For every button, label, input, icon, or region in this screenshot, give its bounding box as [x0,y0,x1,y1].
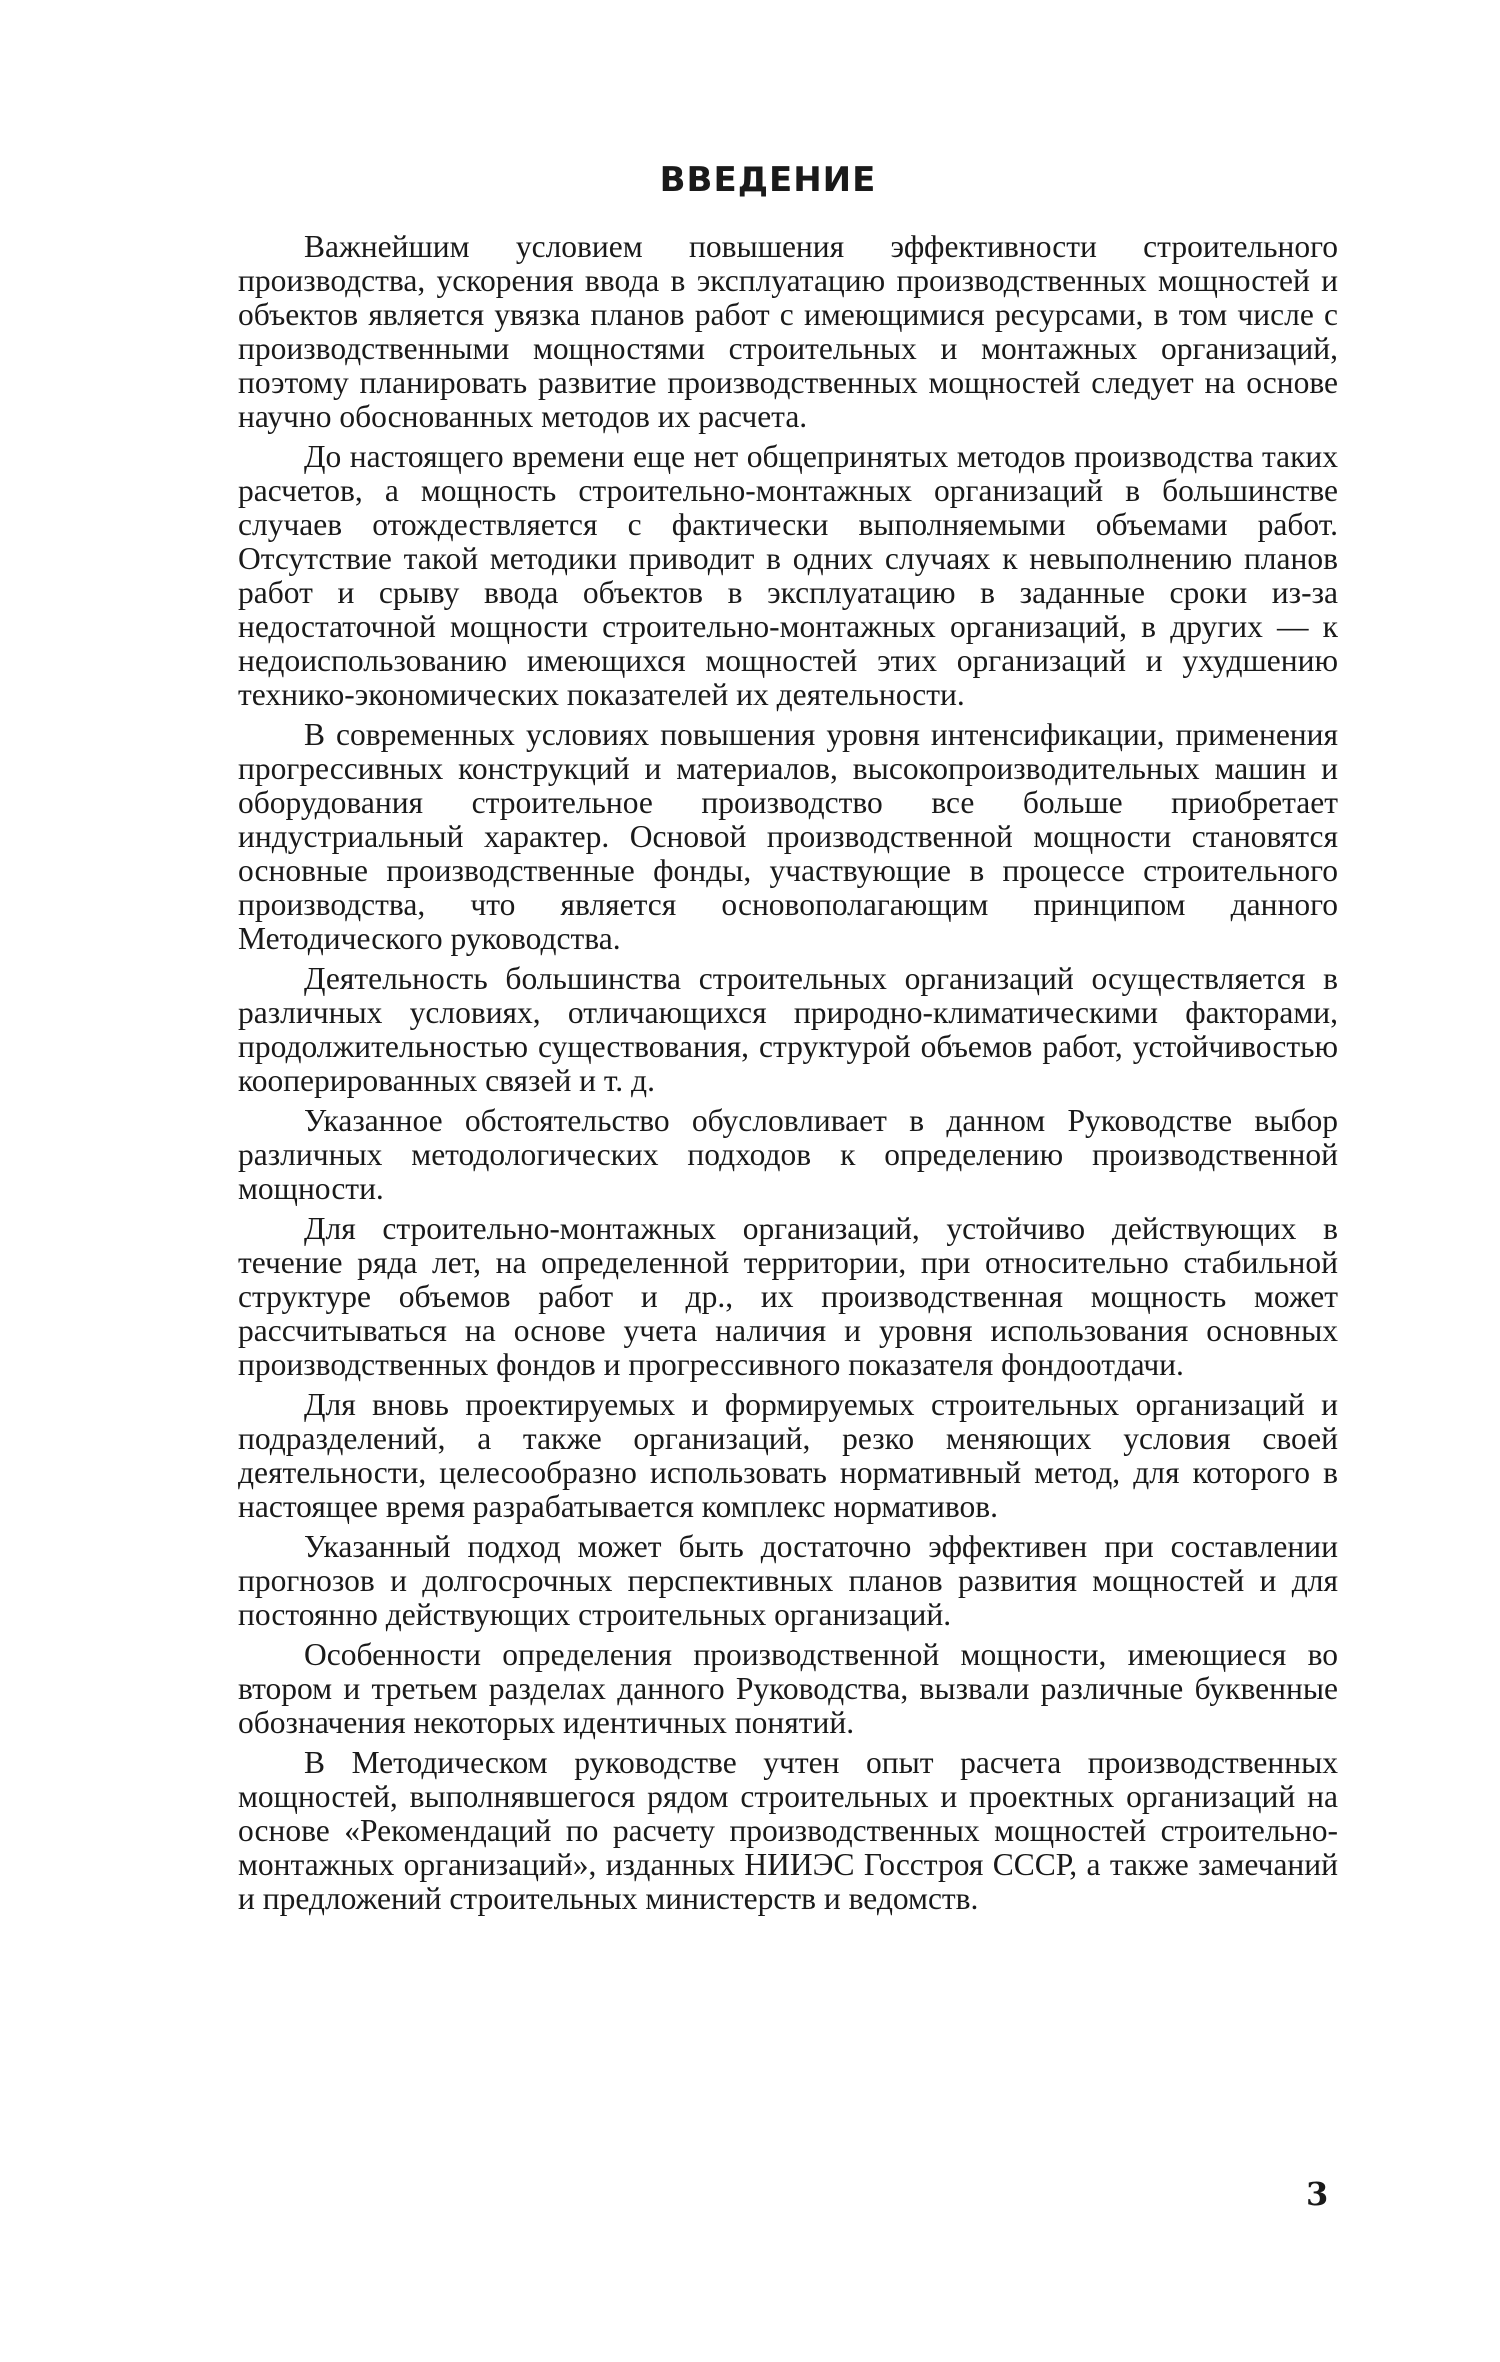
page-title: ВВЕДЕНИЕ [659,160,877,200]
paragraph-3: В современных условиях повышения уровня интенсификации, применения прогрессивных конструкций и материалов, высокопроизводительных машин и оборудования строительное производство все больше приобретает индустриальный характер. Основой производственной мощности становятся основные производственные фонды, участвующие в процессе строительного производства, что является основополагающим принципом данного Методического руководства. [238,717,1338,956]
paragraph-2: До настоящего времени еще нет общепринятых методов производства таких расчетов, а мощность строительно-монтажных организаций в большинстве случаев отождествляется с фактически выполняемыми объемами работ. Отсутствие такой методики приводит в одних случаях к невыполнению планов работ и срыву ввода объектов в эксплуатацию в заданные сроки из-за недостаточной мощности строительно-монтажных организаций, в других — к недоиспользованию имеющихся мощностей этих организаций и ухудшению технико-экономических показателей их деятельности. [238,439,1338,712]
paragraph-5: Указанное обстоятельство обусловливает в данном Руководстве выбор различных методологических подходов к определению производственной мощности. [238,1103,1338,1206]
document-page [238,160,1338,1922]
paragraph-7: Для вновь проектируемых и формируемых строительных организаций и подразделений, а также организаций, резко меняющих условия своей деятельности, целесообразно использовать нормативный метод, для которого в настоящее время разрабатывается комплекс нормативов. [238,1387,1338,1524]
paragraph-8: Указанный подход может быть достаточно эффективен при составлении прогнозов и долгосрочных перспективных планов развития мощностей и для постоянно действующих строительных организаций. [238,1529,1338,1632]
paragraph-1: Важнейшим условием повышения эффективности строительного производства, ускорения ввода в эксплуатацию производственных мощностей и объектов является увязка планов работ с имеющимися ресурсами, в том числе с производственными мощностями строительных и монтажных организаций, поэтому планировать развитие производственных мощностей следует на основе научно обоснованных методов их расчета. [238,229,1338,434]
paragraph-4: Деятельность большинства строительных организаций осуществляется в различных условиях, отличающихся природно-климатическими факторами, продолжительностью существования, структурой объемов работ, устойчивостью кооперированных связей и т. д. [238,961,1338,1098]
paragraph-9: Особенности определения производственной мощности, имеющиеся во втором и третьем разделах данного Руководства, вызвали различные буквенные обозначения некоторых идентичных понятий. [238,1637,1338,1740]
page-number: 3 [1306,2175,1329,2213]
paragraph-10: В Методическом руководстве учтен опыт расчета производственных мощностей, выполнявшегося рядом строительных и проектных организаций на основе «Рекомендаций по расчету производственных мощностей строительно-монтажных организаций», изданных НИИЭС Госстроя СССР, а также замечаний и предложений строительных министерств и ведомств. [238,1745,1338,1916]
paragraph-6: Для строительно-монтажных организаций, устойчиво действующих в течение ряда лет, на определенной территории, при относительно стабильной структуре объемов работ и др., их производственная мощность может рассчитываться на основе учета наличия и уровня использования основных производственных фондов и прогрессивного показателя фондоотдачи. [238,1211,1338,1382]
